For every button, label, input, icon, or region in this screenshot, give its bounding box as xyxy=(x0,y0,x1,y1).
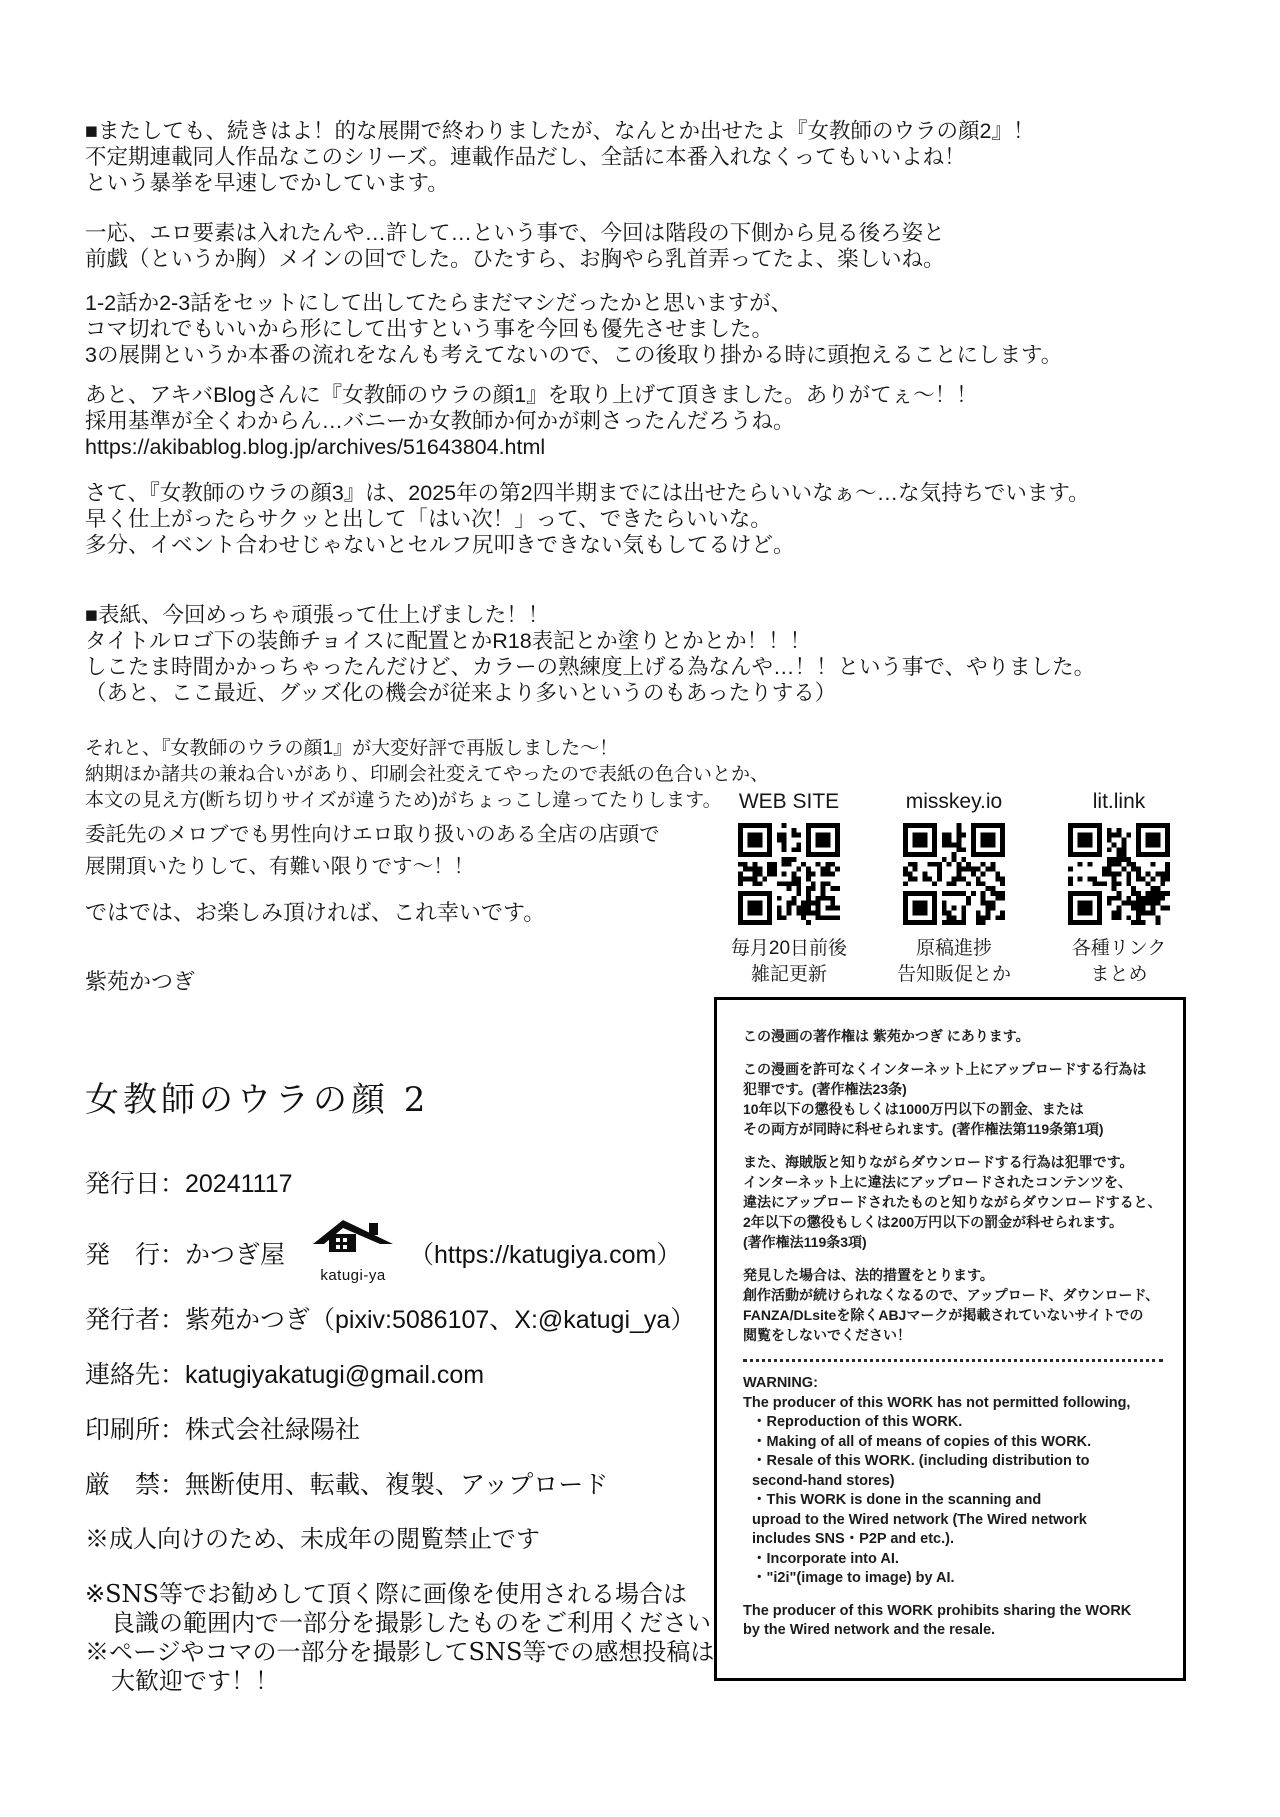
warning-line: ・Reproduction of this WORK. xyxy=(752,1414,963,1430)
afterword-line: しこたま時間かかっちゃったんだけど、カラーの熟練度上げる為なんや…！！という事で、やりました。 xyxy=(85,655,1096,679)
rights-line: (著作権法119条3項) xyxy=(743,1234,867,1250)
afterword-line: それと、『女教師のウラの顔1』が大変好評で再版しました～！ xyxy=(85,738,619,759)
afterword-line: タイトルロゴ下の装飾チョイスに配置とかR18表記とか塗りとかとか！！！ xyxy=(85,629,812,653)
afterword-line: 採用基準が全くわからん…バニーか女教師か何かが刺さったんだろうね。 xyxy=(85,409,795,433)
colophon xyxy=(85,1072,714,1696)
afterword-line: ■表紙、今回めっちゃ頑張って仕上げました！！ xyxy=(85,603,550,627)
afterword-paragraph xyxy=(85,382,1095,460)
afterword-line: という暴挙を早速しでかしています。 xyxy=(85,171,449,195)
sns-note-line: 良識の範囲内で一部分を撮影したものをご利用ください xyxy=(111,1609,711,1637)
afterword-paragraph xyxy=(85,480,1095,558)
akibablog-url: https://akibablog.blog.jp/archives/51643804.html xyxy=(85,435,546,459)
afterword-paragraph xyxy=(85,290,1095,368)
rights-line: インターネット上に違法にアップロードされたコンテンツを、 xyxy=(743,1174,1133,1190)
warning-footer: by the Wired network and the resale. xyxy=(743,1622,996,1638)
afterword-line: 委託先のメロブでも男性向けエロ取り扱いのある全店の店頭で xyxy=(85,822,660,846)
sns-note-line: ※ページやコマの一部分を撮影してSNS等での感想投稿は xyxy=(85,1638,715,1666)
afterword-line: 早く仕上がったらサクッと出して「はい次！」って、できたらいいな。 xyxy=(85,507,772,531)
qr-column-misskey xyxy=(879,790,1029,988)
notes xyxy=(85,1525,714,1696)
rights-line: 2年以下の懲役もしくは200万円以下の罰金が科せられます。 xyxy=(743,1214,1124,1230)
publisher-row xyxy=(85,1218,714,1291)
qr-label: misskey.io xyxy=(905,790,1003,813)
afterword-line: 展開頂いたりして、有難い限りです～！！ xyxy=(85,854,475,878)
sns-note-line: ※SNS等でお勧めして頂く際に画像を使用される場合は xyxy=(85,1580,687,1608)
rights-line: その両方が同時に科せられます。(著作権法第119条第1項) xyxy=(743,1121,1104,1137)
contact-row: 連絡先：katugiyakatugi@gmail.com xyxy=(85,1361,485,1389)
warning-line: The producer of this WORK has not permitted following, xyxy=(743,1394,1131,1411)
afterword-line: （あと、ここ最近、グッズ化の機会が従来より多いというのもあったりする） xyxy=(85,681,837,705)
qr-column-website xyxy=(714,790,864,988)
warning-line: uproad to the Wired network (The Wired network xyxy=(752,1511,1087,1528)
qr-caption: 毎月20日前後 xyxy=(730,938,848,959)
qr-section xyxy=(714,790,1196,988)
katugiya-logo xyxy=(313,1218,393,1291)
book-title: 女教師のウラの顔 2 xyxy=(85,1080,430,1120)
publish-date-row: 発行日：20241117 xyxy=(85,1170,293,1198)
warning-footer: The producer of this WORK prohibits sharing the WORK xyxy=(743,1602,1132,1619)
afterword-line: コマ切れでもいいから形にして出すという事を今回も優先させました。 xyxy=(85,317,774,341)
english-warning xyxy=(743,1374,1171,1641)
rights-line: 犯罪です。(著作権法23条) xyxy=(743,1081,907,1097)
afterword-line: 3の展開というか本番の流れをなんも考えてないので、この後取り掛かる時に頭抱えることにします。 xyxy=(85,343,1063,367)
afterword-line: あと、アキバBlogさんに『女教師のウラの顔1』を取り上げて頂きました。ありがてぇ～！！ xyxy=(85,383,978,407)
rights-line: 違法にアップロードされたものと知りながらダウンロードすると、 xyxy=(743,1194,1162,1210)
publisher-url: （https://katugiya.com） xyxy=(409,1240,682,1269)
rights-line: 閲覧をしないでください！ xyxy=(743,1327,911,1343)
sns-note-line: 大歓迎です！！ xyxy=(111,1667,279,1695)
afterword-line: 納期ほか諸共の兼ね合いがあり、印刷会社変えてやったので表紙の色合いとか、 xyxy=(85,764,770,785)
author-signature: 紫苑かつぎ xyxy=(85,970,196,995)
qr-caption: まとめ xyxy=(1090,964,1148,985)
forbidden-row: 厳 禁：無断使用、転載、複製、アップロード xyxy=(85,1470,609,1499)
closing-line: ではでは、お楽しみ頂ければ、これ幸いです。 xyxy=(85,901,546,926)
qr-code xyxy=(903,823,1005,925)
afterword-line: 本文の見え方(断ち切りサイズが違うため)がちょっこし違ってたりします。 xyxy=(85,790,722,811)
qr-label: lit.link xyxy=(1092,790,1146,813)
printer-row: 印刷所：株式会社緑陽社 xyxy=(85,1415,361,1444)
logo-wordmark: katugi-ya xyxy=(320,1267,386,1284)
rights-line: FANZA/DLsiteを除くABJマークが掲載されていないサイトでの xyxy=(743,1307,1144,1323)
qr-caption: 各種リンク xyxy=(1071,938,1167,959)
qr-code xyxy=(1068,823,1170,925)
warning-line: ・Incorporate into AI. xyxy=(752,1550,899,1567)
rights-line: 創作活動が続けられなくなるので、アップロード、ダウンロード、 xyxy=(743,1287,1160,1303)
publisher-label: 発 行：かつぎ屋 xyxy=(85,1240,286,1269)
rights-line: 発見した場合は、法的措置をとります。 xyxy=(743,1267,994,1283)
warning-line: ・Making of all of means of copies of this WORK. xyxy=(752,1433,1092,1450)
warning-line: includes SNS・P2P and etc.). xyxy=(752,1531,954,1547)
rights-line: この漫画を許可なくインターネット上にアップロードする行為は xyxy=(743,1061,1147,1077)
dotted-divider xyxy=(743,1359,1163,1362)
afterword-paragraph xyxy=(85,118,1095,196)
warning-line: ・"i2i"(image to image) by AI. xyxy=(752,1570,955,1586)
qr-column-litlink xyxy=(1044,790,1194,988)
qr-caption: 告知販促とか xyxy=(896,964,1011,985)
warning-line: second-hand stores) xyxy=(752,1472,895,1489)
rights-line: この漫画の著作権は 紫苑かつぎ にあります。 xyxy=(743,1028,1030,1044)
afterword-line: 前戯（というか胸）メインの回でした。ひたすら、お胸やら乳首弄ってたよ、楽しいね。 xyxy=(85,247,945,271)
qr-caption: 雑記更新 xyxy=(750,964,827,985)
afterword-line: 不定期連載同人作品なこのシリーズ。連載作品だし、全話に本番入れなくってもいいよね！ xyxy=(85,145,966,169)
qr-caption: 原稿進捗 xyxy=(915,938,992,959)
qr-code xyxy=(738,823,840,925)
afterword-line: 1-2話か2-3話をセットにして出してたらまだマシだったかと思いますが、 xyxy=(85,291,793,315)
house-icon xyxy=(313,1218,393,1260)
afterword-line: 多分、イベント合わせじゃないとセルフ尻叩きできない気もしてるけど。 xyxy=(85,533,795,557)
afterword-line: さて、『女教師のウラの顔3』は、2025年の第2四半期までには出せたらいいなぁ～…な気持ちでいます。 xyxy=(85,481,1090,505)
qr-label: WEB SITE xyxy=(738,790,840,813)
rights-line: 10年以下の懲役もしくは1000万円以下の罰金、または xyxy=(743,1101,1084,1117)
afterword-line: ■またしても、続きはよ！的な展開で終わりましたが、なんとか出せたよ『女教師のウラの顔2』！ xyxy=(85,119,1035,143)
afterword-paragraph xyxy=(85,220,1095,272)
rights-line: また、海賊版と知りながらダウンロードする行為は犯罪です。 xyxy=(743,1154,1134,1170)
afterword-line: 一応、エロ要素は入れたんや…許して…という事で、今回は階段の下側から見る後ろ姿と xyxy=(85,221,945,245)
afterword-paragraph xyxy=(85,602,1095,706)
adult-note: ※成人向けのため、未成年の閲覧禁止です xyxy=(85,1525,541,1553)
author-row: 発行者：紫苑かつぎ（pixiv:5086107、X:@katugi_ya） xyxy=(85,1306,696,1334)
warning-line: ・This WORK is done in the scanning and xyxy=(752,1492,1042,1508)
copyright-notice-box xyxy=(714,997,1186,1681)
warning-title: WARNING: xyxy=(743,1375,818,1391)
warning-line: ・Resale of this WORK. (including distribution to xyxy=(752,1453,1090,1469)
